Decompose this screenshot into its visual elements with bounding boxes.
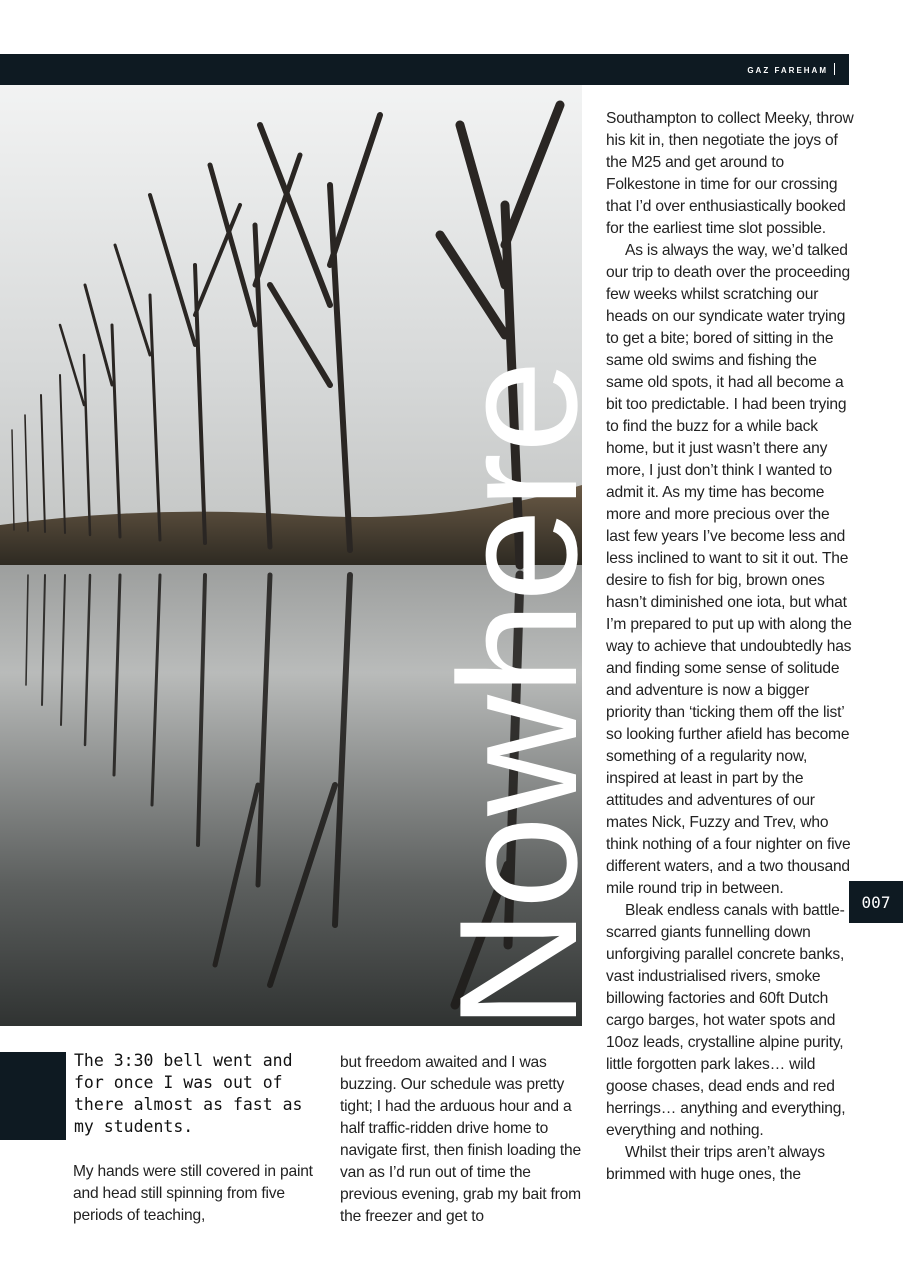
page-number: 007 bbox=[849, 881, 903, 923]
author-name: GAZ FAREHAM bbox=[747, 66, 828, 75]
paragraph: Southampton to collect Meeky, throw his kit in, then negotiate the joys of the M25 and get around to Folkestone in time for our crossing that I’d over enthusiastically booked for the earliest time slot possible. bbox=[606, 110, 854, 237]
article-column-middle bbox=[340, 1052, 585, 1228]
canal-photo bbox=[0, 85, 612, 1030]
paragraph: Whilst their trips aren’t always brimmed with huge ones, the bbox=[606, 1144, 825, 1183]
header-divider bbox=[834, 63, 835, 75]
header-bar bbox=[0, 54, 849, 85]
article-column-right bbox=[606, 108, 856, 1186]
paragraph: As is always the way, we’d talked our trip to death over the proceeding few weeks whilst scratching our heads on our syndicate water trying to get a bite; bored of sitting in the same old swims and fishing the same old spots, it had all become a bit too predictable. I had been trying to find the buzz for a while back home, but it just wasn’t there any more, I just don’t think I wanted to admit it. As my time has become more and more precious over the last few years I’ve become less and less inclined to want to sit it out. The desire to fish for big, brown ones hasn’t diminished one iota, but what I’m prepared to put up with along the way to achieve that undoubtedly has and finding some sense of solitude and adventure is now a bigger priority than ‘ticking them off the list’ so looking further afield has become something of a regularity now, inspired at least in part by the attitudes and adventures of our mates Nick, Fuzzy and Trev, who think nothing of a four nighter on five different waters, and a two thousand mile round trip in between. bbox=[606, 242, 852, 897]
intro-text: The 3:30 bell went and for once I was out of there almost as fast as my students. bbox=[74, 1051, 303, 1136]
headline: Nowhere bbox=[424, 357, 612, 1030]
paragraph: My hands were still covered in paint and head still spinning from five periods of teaching, bbox=[73, 1163, 313, 1224]
paragraph: but freedom awaited and I was buzzing. Our schedule was pretty tight; I had the arduous hour and a half traffic-ridden drive home to navigate first, then finish loading the van as I’d run out of time the previous evening, grab my bait from the freezer and get to bbox=[340, 1054, 581, 1225]
article-column-left bbox=[73, 1161, 318, 1227]
intro-accent-block bbox=[0, 1052, 66, 1140]
paragraph: Bleak endless canals with battle-scarred giants funnelling down unforgiving parallel concrete banks, vast industrialised rivers, smoke billowing factories and 60ft Dutch cargo barges, hot water spots and 10oz leads, crystalline alpine purity, little forgotten park lakes… wild goose chases, dead ends and red herrings… anything and everything, everything and nothing. bbox=[606, 902, 846, 1139]
